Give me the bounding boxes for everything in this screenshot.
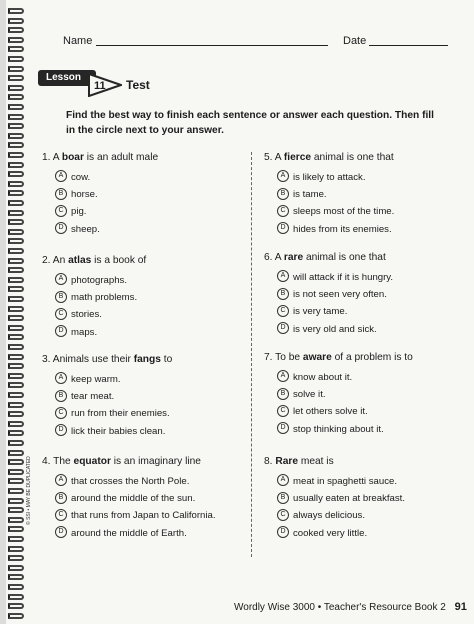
answer-bubble[interactable]: A bbox=[277, 370, 289, 382]
answer-bubble[interactable]: D bbox=[55, 526, 67, 538]
answer-text: horse. bbox=[71, 189, 98, 201]
spiral-coil bbox=[8, 8, 24, 14]
name-field-line[interactable] bbox=[96, 45, 328, 46]
question-3 bbox=[42, 354, 232, 440]
spiral-coil bbox=[8, 478, 24, 484]
question-text-pre: A bbox=[52, 152, 62, 163]
question-stem bbox=[42, 255, 232, 266]
answer-bubble[interactable]: C bbox=[277, 305, 289, 317]
answer-option[interactable] bbox=[277, 473, 454, 490]
spiral-coil bbox=[8, 411, 24, 417]
answer-options bbox=[42, 371, 232, 440]
vocab-word: rare bbox=[283, 252, 304, 263]
answer-text: that crosses the North Pole. bbox=[71, 476, 190, 487]
spiral-coil bbox=[8, 421, 24, 427]
answer-option[interactable] bbox=[55, 186, 232, 203]
answer-text: stop thinking about it. bbox=[293, 423, 384, 435]
answer-options bbox=[42, 169, 232, 238]
question-number: 2. bbox=[42, 255, 51, 266]
answer-option[interactable] bbox=[277, 321, 454, 338]
answer-option[interactable] bbox=[277, 525, 454, 542]
spiral-coil bbox=[8, 555, 24, 561]
answer-options bbox=[264, 269, 454, 338]
spiral-coil bbox=[8, 344, 24, 350]
spiral-coil bbox=[8, 354, 24, 360]
answer-text: stories. bbox=[71, 309, 102, 321]
vocab-word: fangs bbox=[133, 354, 161, 365]
answer-text: is tame. bbox=[293, 189, 327, 201]
spiral-coil bbox=[8, 440, 24, 446]
answer-bubble[interactable]: A bbox=[55, 273, 67, 285]
spiral-coil bbox=[8, 526, 24, 532]
question-text-post: to bbox=[160, 354, 173, 365]
answer-bubble[interactable]: C bbox=[277, 205, 289, 217]
instructions: Find the best way to finish each sentence or answer each question. Then fill in the circle next to your answer. bbox=[66, 110, 434, 136]
answer-text: cow. bbox=[71, 172, 91, 183]
question-number: 7. bbox=[264, 352, 273, 363]
spiral-coil bbox=[8, 430, 24, 436]
spiral-coil bbox=[8, 219, 24, 225]
answer-bubble[interactable]: B bbox=[55, 188, 67, 200]
answer-text: is very tame. bbox=[293, 306, 348, 318]
page-footer bbox=[234, 601, 467, 613]
page-title: Test bbox=[126, 78, 150, 92]
answer-bubble[interactable]: D bbox=[277, 526, 289, 538]
spiral-coil bbox=[8, 229, 24, 235]
spiral-coil bbox=[8, 85, 24, 91]
answer-option[interactable] bbox=[55, 203, 232, 220]
answer-bubble[interactable]: D bbox=[277, 422, 289, 434]
spiral-coil bbox=[8, 27, 24, 33]
question-number: 5. bbox=[264, 152, 273, 163]
answer-text: always delicious. bbox=[293, 510, 365, 522]
spiral-coil bbox=[8, 603, 24, 609]
spiral-coil bbox=[8, 392, 24, 398]
spiral-coil bbox=[8, 286, 24, 292]
question-text-pre: Animals use their bbox=[52, 354, 134, 365]
vocab-word: boar bbox=[61, 152, 84, 163]
lesson-number-badge bbox=[88, 73, 122, 97]
answer-text: run from their enemies. bbox=[71, 408, 170, 420]
answer-bubble[interactable]: A bbox=[55, 170, 67, 182]
question-6 bbox=[264, 252, 454, 338]
answer-text: sleeps most of the time. bbox=[293, 206, 395, 218]
answer-text: know about it. bbox=[293, 372, 353, 383]
spiral-binding bbox=[6, 0, 28, 624]
answer-text: maps. bbox=[71, 326, 98, 338]
spiral-coil bbox=[8, 546, 24, 552]
spiral-coil bbox=[8, 315, 24, 321]
answer-options bbox=[42, 473, 232, 542]
spiral-coil bbox=[8, 171, 24, 177]
spiral-coil bbox=[8, 459, 24, 465]
answer-option[interactable] bbox=[277, 186, 454, 203]
spiral-coil bbox=[8, 296, 24, 302]
answer-option[interactable] bbox=[55, 525, 232, 542]
question-text-post: meat is bbox=[298, 456, 334, 467]
answer-option[interactable] bbox=[277, 221, 454, 238]
spiral-coil bbox=[8, 123, 24, 129]
spiral-coil bbox=[8, 267, 24, 273]
date-label: Date bbox=[343, 35, 367, 47]
answer-text: solve it. bbox=[293, 389, 326, 401]
page-number: 91 bbox=[454, 601, 467, 613]
spiral-coil bbox=[8, 181, 24, 187]
answer-text: is likely to attack. bbox=[293, 172, 366, 183]
answer-options bbox=[264, 473, 454, 542]
answer-options bbox=[42, 272, 232, 341]
answer-text: pig. bbox=[71, 206, 87, 218]
answer-option[interactable] bbox=[277, 303, 454, 320]
spiral-coil bbox=[8, 613, 24, 619]
question-1 bbox=[42, 152, 232, 238]
answer-bubble[interactable]: B bbox=[55, 492, 67, 504]
answer-text: lick their babies clean. bbox=[71, 425, 166, 437]
answer-option[interactable] bbox=[277, 507, 454, 524]
answer-bubble[interactable]: C bbox=[55, 407, 67, 419]
question-8 bbox=[264, 456, 454, 542]
answer-text: let others solve it. bbox=[293, 406, 368, 418]
answer-option[interactable] bbox=[55, 388, 232, 405]
answer-bubble[interactable]: C bbox=[55, 205, 67, 217]
answer-text: that runs from Japan to California. bbox=[71, 510, 216, 522]
spiral-coil bbox=[8, 469, 24, 475]
answer-bubble[interactable]: B bbox=[277, 188, 289, 200]
answer-bubble[interactable]: B bbox=[55, 390, 67, 402]
answer-bubble[interactable]: B bbox=[277, 288, 289, 300]
answer-option[interactable] bbox=[55, 490, 232, 507]
question-stem bbox=[264, 352, 454, 363]
spiral-coil bbox=[8, 142, 24, 148]
vocab-word: atlas bbox=[68, 255, 92, 266]
answer-option[interactable] bbox=[277, 490, 454, 507]
date-field-line[interactable] bbox=[369, 45, 448, 46]
answer-option[interactable] bbox=[277, 269, 454, 286]
answer-text: sheep. bbox=[71, 223, 100, 235]
question-text-pre: An bbox=[52, 255, 69, 266]
spiral-coil bbox=[8, 373, 24, 379]
spiral-coil bbox=[8, 104, 24, 110]
spiral-coil bbox=[8, 210, 24, 216]
answer-bubble[interactable]: A bbox=[55, 474, 67, 486]
question-stem bbox=[264, 456, 454, 467]
answer-bubble[interactable]: C bbox=[277, 405, 289, 417]
question-number: 1. bbox=[42, 152, 51, 163]
spiral-coil bbox=[8, 334, 24, 340]
vocab-word: Rare bbox=[275, 456, 298, 467]
column-divider bbox=[251, 152, 252, 557]
spiral-coil bbox=[8, 152, 24, 158]
answer-text: math problems. bbox=[71, 292, 138, 304]
answer-bubble[interactable]: B bbox=[277, 492, 289, 504]
answer-bubble[interactable]: D bbox=[55, 325, 67, 337]
answer-bubble[interactable]: B bbox=[55, 291, 67, 303]
question-text-pre: A bbox=[274, 252, 284, 263]
spiral-coil bbox=[8, 306, 24, 312]
spiral-coil bbox=[8, 536, 24, 542]
answer-text: usually eaten at breakfast. bbox=[293, 493, 405, 505]
spiral-coil bbox=[8, 114, 24, 120]
spiral-coil bbox=[8, 162, 24, 168]
spiral-coil bbox=[8, 594, 24, 600]
answer-option[interactable] bbox=[277, 403, 454, 420]
question-7 bbox=[264, 352, 454, 438]
spiral-coil bbox=[8, 56, 24, 62]
spiral-coil bbox=[8, 325, 24, 331]
answer-option[interactable] bbox=[55, 272, 232, 289]
copyright-notice: © SSI • MAY BE DUPLICATED bbox=[26, 456, 32, 525]
spiral-coil bbox=[8, 46, 24, 52]
answer-text: is not seen very often. bbox=[293, 289, 387, 301]
spiral-coil bbox=[8, 37, 24, 43]
question-4 bbox=[42, 456, 232, 542]
answer-text: keep warm. bbox=[71, 374, 121, 385]
answer-option[interactable] bbox=[55, 289, 232, 306]
spiral-coil bbox=[8, 363, 24, 369]
question-text-post: animal is one that bbox=[303, 252, 386, 263]
question-stem bbox=[42, 354, 232, 365]
answer-option[interactable] bbox=[277, 203, 454, 220]
answer-option[interactable] bbox=[277, 369, 454, 386]
question-text-post: of a problem is to bbox=[331, 352, 413, 363]
spiral-coil bbox=[8, 488, 24, 494]
question-text-post: is an imaginary line bbox=[110, 456, 201, 467]
question-number: 8. bbox=[264, 456, 273, 467]
spiral-coil bbox=[8, 584, 24, 590]
spiral-coil bbox=[8, 402, 24, 408]
question-text-pre: A bbox=[274, 152, 284, 163]
answer-option[interactable] bbox=[55, 473, 232, 490]
answer-bubble[interactable]: D bbox=[277, 322, 289, 334]
question-number: 4. bbox=[42, 456, 51, 467]
spiral-coil bbox=[8, 277, 24, 283]
answer-option[interactable] bbox=[55, 507, 232, 524]
answer-option[interactable] bbox=[277, 386, 454, 403]
answer-option[interactable] bbox=[55, 423, 232, 440]
answer-bubble[interactable]: D bbox=[55, 222, 67, 234]
question-2 bbox=[42, 255, 232, 341]
answer-bubble[interactable]: A bbox=[277, 170, 289, 182]
question-number: 6. bbox=[264, 252, 273, 263]
spiral-coil bbox=[8, 382, 24, 388]
answer-text: around the middle of the sun. bbox=[71, 493, 196, 505]
spiral-coil bbox=[8, 574, 24, 580]
answer-text: tear meat. bbox=[71, 391, 115, 403]
spiral-coil bbox=[8, 133, 24, 139]
question-stem bbox=[264, 152, 454, 163]
answer-text: meat in spaghetti sauce. bbox=[293, 476, 397, 487]
answer-bubble[interactable]: A bbox=[277, 474, 289, 486]
answer-options bbox=[264, 369, 454, 438]
book-title: Wordly Wise 3000 • Teacher's Resource Book 2 bbox=[234, 602, 446, 613]
answer-bubble[interactable]: C bbox=[277, 509, 289, 521]
spiral-coil bbox=[8, 190, 24, 196]
answer-option[interactable] bbox=[55, 221, 232, 238]
lesson-label: Lesson bbox=[46, 72, 82, 83]
name-label: Name bbox=[63, 35, 93, 47]
answer-bubble[interactable]: A bbox=[55, 372, 67, 384]
answer-text: photographs. bbox=[71, 275, 128, 286]
spiral-coil bbox=[8, 565, 24, 571]
worksheet-page bbox=[6, 0, 474, 624]
spiral-coil bbox=[8, 75, 24, 81]
spiral-coil bbox=[8, 498, 24, 504]
spiral-coil bbox=[8, 507, 24, 513]
question-text-post: is an adult male bbox=[83, 152, 159, 163]
vocab-word: aware bbox=[302, 352, 332, 363]
question-number: 3. bbox=[42, 354, 51, 365]
question-5 bbox=[264, 152, 454, 238]
answer-bubble[interactable]: A bbox=[277, 270, 289, 282]
spiral-coil bbox=[8, 200, 24, 206]
answer-bubble[interactable]: B bbox=[277, 388, 289, 400]
answer-option[interactable] bbox=[277, 286, 454, 303]
answer-bubble[interactable]: C bbox=[55, 308, 67, 320]
question-text-post: is a book of bbox=[91, 255, 147, 266]
spiral-coil bbox=[8, 66, 24, 72]
spiral-coil bbox=[8, 258, 24, 264]
answer-option[interactable] bbox=[55, 371, 232, 388]
answer-options bbox=[264, 169, 454, 238]
answer-bubble[interactable]: D bbox=[277, 222, 289, 234]
answer-text: will attack if it is hungry. bbox=[293, 272, 394, 283]
question-text-pre: The bbox=[53, 456, 74, 467]
answer-option[interactable] bbox=[55, 306, 232, 323]
answer-option[interactable] bbox=[277, 421, 454, 438]
vocab-word: equator bbox=[73, 456, 111, 467]
spiral-coil bbox=[8, 238, 24, 244]
answer-text: around the middle of Earth. bbox=[71, 527, 187, 539]
question-stem bbox=[264, 252, 454, 263]
vocab-word: fierce bbox=[283, 152, 312, 163]
question-stem bbox=[42, 152, 232, 163]
answer-option[interactable] bbox=[55, 169, 232, 186]
answer-option[interactable] bbox=[277, 169, 454, 186]
answer-bubble[interactable]: D bbox=[55, 424, 67, 436]
answer-text: cooked very little. bbox=[293, 527, 368, 539]
question-text-post: animal is one that bbox=[311, 152, 394, 163]
answer-text: hides from its enemies. bbox=[293, 223, 392, 235]
spiral-coil bbox=[8, 517, 24, 523]
spiral-coil bbox=[8, 18, 24, 24]
spiral-coil bbox=[8, 248, 24, 254]
spiral-coil bbox=[8, 450, 24, 456]
answer-bubble[interactable]: C bbox=[55, 509, 67, 521]
question-text-pre: To be bbox=[275, 352, 303, 363]
answer-option[interactable] bbox=[55, 324, 232, 341]
lesson-number: 11 bbox=[94, 80, 106, 92]
question-stem bbox=[42, 456, 232, 467]
spiral-coil bbox=[8, 94, 24, 100]
answer-option[interactable] bbox=[55, 405, 232, 422]
answer-text: is very old and sick. bbox=[293, 323, 377, 335]
